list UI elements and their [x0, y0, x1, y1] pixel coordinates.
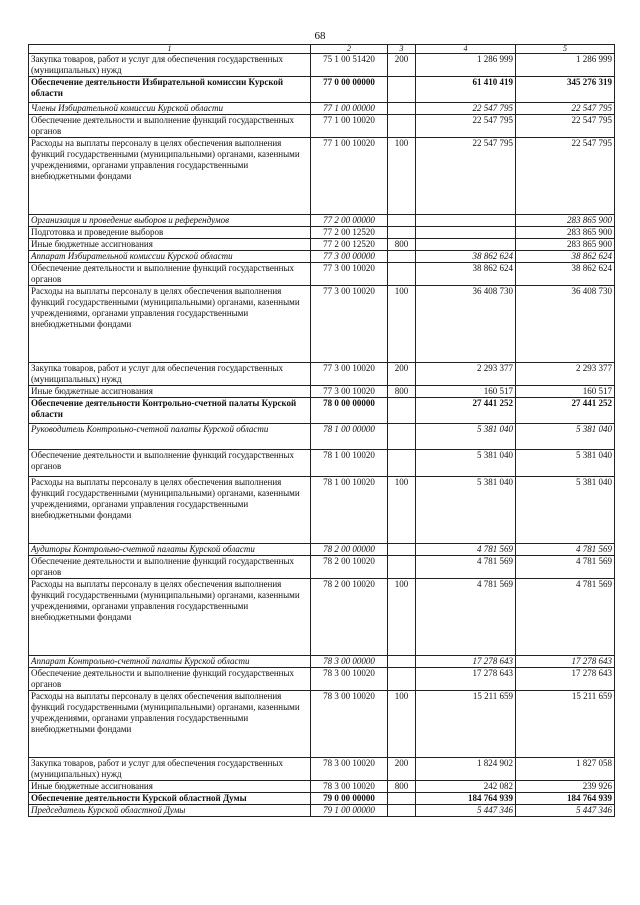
row-code-cell: 77 1 00 00000 — [311, 103, 388, 115]
header-col-2: 2 — [311, 45, 388, 54]
row-code-cell: 78 2 00 00000 — [311, 544, 388, 556]
table-row — [29, 793, 615, 805]
row-value-col5-cell: 27 441 252 — [516, 398, 615, 424]
row-name-cell: Аппарат Контрольно-счетной палаты Курской области — [29, 656, 311, 668]
row-value-col4-cell: 242 082 — [416, 781, 516, 793]
row-name-cell: Обеспечение деятельности и выполнение функций государственных органов — [29, 556, 311, 579]
row-name-cell: Обеспечение деятельности Контрольно-счетной палаты Курской области — [29, 398, 311, 424]
row-name-cell: Расходы на выплаты персоналу в целях обеспечения выполнения функций государственными (муниципальными) органами, казенными учреждениями, органами управления государственными внебюджетными фондами — [29, 477, 311, 544]
table-row — [29, 138, 615, 215]
row-type-cell — [388, 544, 416, 556]
row-name-cell: Обеспечение деятельности Курской областной Думы — [29, 793, 311, 805]
row-type-cell — [388, 556, 416, 579]
row-name-cell: Обеспечение деятельности Избирательной комиссии Курской области — [29, 77, 311, 103]
row-type-cell — [388, 450, 416, 477]
row-code-cell: 78 1 00 00000 — [311, 424, 388, 450]
table-row — [29, 77, 615, 103]
row-value-col5-cell: 160 517 — [516, 386, 615, 398]
row-type-cell: 100 — [388, 579, 416, 656]
row-name-cell: Обеспечение деятельности и выполнение функций государственных органов — [29, 263, 311, 286]
row-type-cell — [388, 227, 416, 239]
row-value-col5-cell: 239 926 — [516, 781, 615, 793]
row-code-cell: 78 3 00 10020 — [311, 781, 388, 793]
row-value-col4-cell: 61 410 419 — [416, 77, 516, 103]
row-name-cell: Организация и проведение выборов и референдумов — [29, 215, 311, 227]
row-value-col5-cell: 17 278 643 — [516, 656, 615, 668]
row-name-cell: Иные бюджетные ассигнования — [29, 239, 311, 251]
table-row — [29, 239, 615, 251]
row-value-col4-cell: 22 547 795 — [416, 103, 516, 115]
row-value-col4-cell: 36 408 730 — [416, 286, 516, 363]
row-name-cell: Иные бюджетные ассигнования — [29, 386, 311, 398]
row-name-cell: Расходы на выплаты персоналу в целях обеспечения выполнения функций государственными (муниципальными) органами, казенными учреждениями, органами управления государственными внебюджетными фондами — [29, 691, 311, 758]
row-value-col5-cell: 5 381 040 — [516, 477, 615, 544]
row-name-cell: Иные бюджетные ассигнования — [29, 781, 311, 793]
row-value-col5-cell: 17 278 643 — [516, 668, 615, 691]
row-value-col4-cell: 22 547 795 — [416, 115, 516, 138]
row-value-col5-cell: 4 781 569 — [516, 556, 615, 579]
row-value-col4-cell — [416, 215, 516, 227]
header-col-3: 3 — [388, 45, 416, 54]
table-row — [29, 691, 615, 758]
table-row — [29, 477, 615, 544]
row-type-cell: 800 — [388, 781, 416, 793]
row-value-col4-cell: 4 781 569 — [416, 556, 516, 579]
row-name-cell: Аппарат Избирательной комиссии Курской области — [29, 251, 311, 263]
row-value-col4-cell: 160 517 — [416, 386, 516, 398]
row-value-col5-cell: 22 547 795 — [516, 103, 615, 115]
table-row — [29, 544, 615, 556]
budget-table — [28, 44, 615, 817]
table-row — [29, 103, 615, 115]
row-value-col5-cell: 4 781 569 — [516, 544, 615, 556]
row-type-cell: 800 — [388, 386, 416, 398]
row-name-cell: Закупка товаров, работ и услуг для обеспечения государственных (муниципальных) нужд — [29, 54, 311, 77]
row-name-cell: Закупка товаров, работ и услуг для обеспечения государственных (муниципальных) нужд — [29, 363, 311, 386]
row-value-col5-cell: 38 862 624 — [516, 263, 615, 286]
row-type-cell: 800 — [388, 239, 416, 251]
row-code-cell: 77 3 00 10020 — [311, 363, 388, 386]
table-row — [29, 556, 615, 579]
row-code-cell: 77 3 00 10020 — [311, 286, 388, 363]
table-row — [29, 668, 615, 691]
row-name-cell: Члены Избирательной комиссии Курской области — [29, 103, 311, 115]
row-code-cell: 77 3 00 10020 — [311, 263, 388, 286]
row-value-col5-cell: 2 293 377 — [516, 363, 615, 386]
row-code-cell: 75 1 00 51420 — [311, 54, 388, 77]
row-value-col5-cell: 22 547 795 — [516, 138, 615, 215]
row-code-cell: 77 2 00 12520 — [311, 227, 388, 239]
row-code-cell: 79 1 00 00000 — [311, 805, 388, 817]
row-code-cell: 77 2 00 00000 — [311, 215, 388, 227]
header-col-1: 1 — [29, 45, 311, 54]
row-type-cell — [388, 424, 416, 450]
row-type-cell — [388, 77, 416, 103]
table-row — [29, 656, 615, 668]
row-value-col4-cell: 17 278 643 — [416, 656, 516, 668]
row-name-cell: Аудиторы Контрольно-счетной палаты Курской области — [29, 544, 311, 556]
row-code-cell: 77 3 00 10020 — [311, 386, 388, 398]
row-value-col4-cell — [416, 239, 516, 251]
row-type-cell — [388, 398, 416, 424]
row-value-col4-cell: 38 862 624 — [416, 251, 516, 263]
row-type-cell: 200 — [388, 363, 416, 386]
row-code-cell: 77 2 00 12520 — [311, 239, 388, 251]
row-code-cell: 78 2 00 10020 — [311, 579, 388, 656]
row-name-cell: Расходы на выплаты персоналу в целях обеспечения выполнения функций государственными (муниципальными) органами, казенными учреждениями, органами управления государственными внебюджетными фондами — [29, 138, 311, 215]
row-name-cell: Расходы на выплаты персоналу в целях обеспечения выполнения функций государственными (муниципальными) органами, казенными учреждениями, органами управления государственными внебюджетными фондами — [29, 579, 311, 656]
table-row — [29, 758, 615, 781]
row-value-col4-cell: 1 824 902 — [416, 758, 516, 781]
table-row — [29, 286, 615, 363]
row-value-col5-cell: 283 865 900 — [516, 215, 615, 227]
row-value-col4-cell: 2 293 377 — [416, 363, 516, 386]
row-code-cell: 78 3 00 10020 — [311, 691, 388, 758]
row-value-col5-cell: 5 381 040 — [516, 450, 615, 477]
table-row — [29, 386, 615, 398]
row-value-col4-cell: 22 547 795 — [416, 138, 516, 215]
row-value-col5-cell: 283 865 900 — [516, 239, 615, 251]
table-header-row — [29, 45, 615, 54]
table-row — [29, 215, 615, 227]
row-value-col4-cell: 4 781 569 — [416, 579, 516, 656]
row-value-col5-cell: 4 781 569 — [516, 579, 615, 656]
row-name-cell: Руководитель Контрольно-счетной палаты Курской области — [29, 424, 311, 450]
row-type-cell — [388, 805, 416, 817]
row-value-col5-cell: 15 211 659 — [516, 691, 615, 758]
row-value-col5-cell: 5 381 040 — [516, 424, 615, 450]
row-code-cell: 78 1 00 10020 — [311, 477, 388, 544]
page-number: 68 — [314, 30, 326, 42]
table-row — [29, 227, 615, 239]
row-code-cell: 77 1 00 10020 — [311, 138, 388, 215]
row-value-col4-cell: 17 278 643 — [416, 668, 516, 691]
table-row — [29, 579, 615, 656]
row-code-cell: 78 3 00 00000 — [311, 656, 388, 668]
row-type-cell: 100 — [388, 691, 416, 758]
table-row — [29, 363, 615, 386]
row-value-col5-cell: 184 764 939 — [516, 793, 615, 805]
row-type-cell: 200 — [388, 758, 416, 781]
row-name-cell: Председатель Курской областной Думы — [29, 805, 311, 817]
row-type-cell: 100 — [388, 138, 416, 215]
table-row — [29, 115, 615, 138]
table-row — [29, 805, 615, 817]
row-value-col5-cell: 22 547 795 — [516, 115, 615, 138]
table-row — [29, 263, 615, 286]
row-type-cell — [388, 656, 416, 668]
row-type-cell — [388, 251, 416, 263]
row-value-col4-cell: 1 286 999 — [416, 54, 516, 77]
row-name-cell: Обеспечение деятельности и выполнение функций государственных органов — [29, 115, 311, 138]
row-code-cell: 78 1 00 10020 — [311, 450, 388, 477]
row-type-cell — [388, 793, 416, 805]
row-value-col4-cell: 38 862 624 — [416, 263, 516, 286]
row-name-cell: Закупка товаров, работ и услуг для обеспечения государственных (муниципальных) нужд — [29, 758, 311, 781]
row-type-cell: 200 — [388, 54, 416, 77]
row-code-cell: 79 0 00 00000 — [311, 793, 388, 805]
row-value-col5-cell: 38 862 624 — [516, 251, 615, 263]
row-value-col4-cell: 5 447 346 — [416, 805, 516, 817]
row-type-cell: 100 — [388, 477, 416, 544]
row-value-col5-cell: 5 447 346 — [516, 805, 615, 817]
table-row — [29, 398, 615, 424]
row-name-cell: Подготовка и проведение выборов — [29, 227, 311, 239]
row-type-cell — [388, 215, 416, 227]
row-value-col4-cell: 15 211 659 — [416, 691, 516, 758]
table-row — [29, 781, 615, 793]
row-type-cell — [388, 115, 416, 138]
row-value-col4-cell: 4 781 569 — [416, 544, 516, 556]
table-row — [29, 424, 615, 450]
table-row — [29, 54, 615, 77]
row-value-col5-cell: 283 865 900 — [516, 227, 615, 239]
row-type-cell — [388, 668, 416, 691]
row-code-cell: 77 1 00 10020 — [311, 115, 388, 138]
row-value-col5-cell: 1 827 058 — [516, 758, 615, 781]
table-row — [29, 450, 615, 477]
row-code-cell: 77 3 00 00000 — [311, 251, 388, 263]
row-value-col4-cell — [416, 227, 516, 239]
row-name-cell: Обеспечение деятельности и выполнение функций государственных органов — [29, 450, 311, 477]
row-code-cell: 78 3 00 10020 — [311, 668, 388, 691]
header-col-5: 5 — [516, 45, 615, 54]
row-type-cell — [388, 103, 416, 115]
row-code-cell: 78 2 00 10020 — [311, 556, 388, 579]
row-value-col4-cell: 5 381 040 — [416, 477, 516, 544]
row-type-cell: 100 — [388, 286, 416, 363]
header-col-4: 4 — [416, 45, 516, 54]
row-code-cell: 78 0 00 00000 — [311, 398, 388, 424]
row-value-col4-cell: 184 764 939 — [416, 793, 516, 805]
row-type-cell — [388, 263, 416, 286]
row-value-col5-cell: 1 286 999 — [516, 54, 615, 77]
row-code-cell: 77 0 00 00000 — [311, 77, 388, 103]
row-value-col4-cell: 5 381 040 — [416, 450, 516, 477]
row-value-col5-cell: 345 276 319 — [516, 77, 615, 103]
row-code-cell: 78 3 00 10020 — [311, 758, 388, 781]
row-name-cell: Обеспечение деятельности и выполнение функций государственных органов — [29, 668, 311, 691]
row-value-col4-cell: 5 381 040 — [416, 424, 516, 450]
row-name-cell: Расходы на выплаты персоналу в целях обеспечения выполнения функций государственными (муниципальными) органами, казенными учреждениями, органами управления государственными внебюджетными фондами — [29, 286, 311, 363]
row-value-col5-cell: 36 408 730 — [516, 286, 615, 363]
budget-table-body — [29, 45, 615, 817]
row-value-col4-cell: 27 441 252 — [416, 398, 516, 424]
table-row — [29, 251, 615, 263]
